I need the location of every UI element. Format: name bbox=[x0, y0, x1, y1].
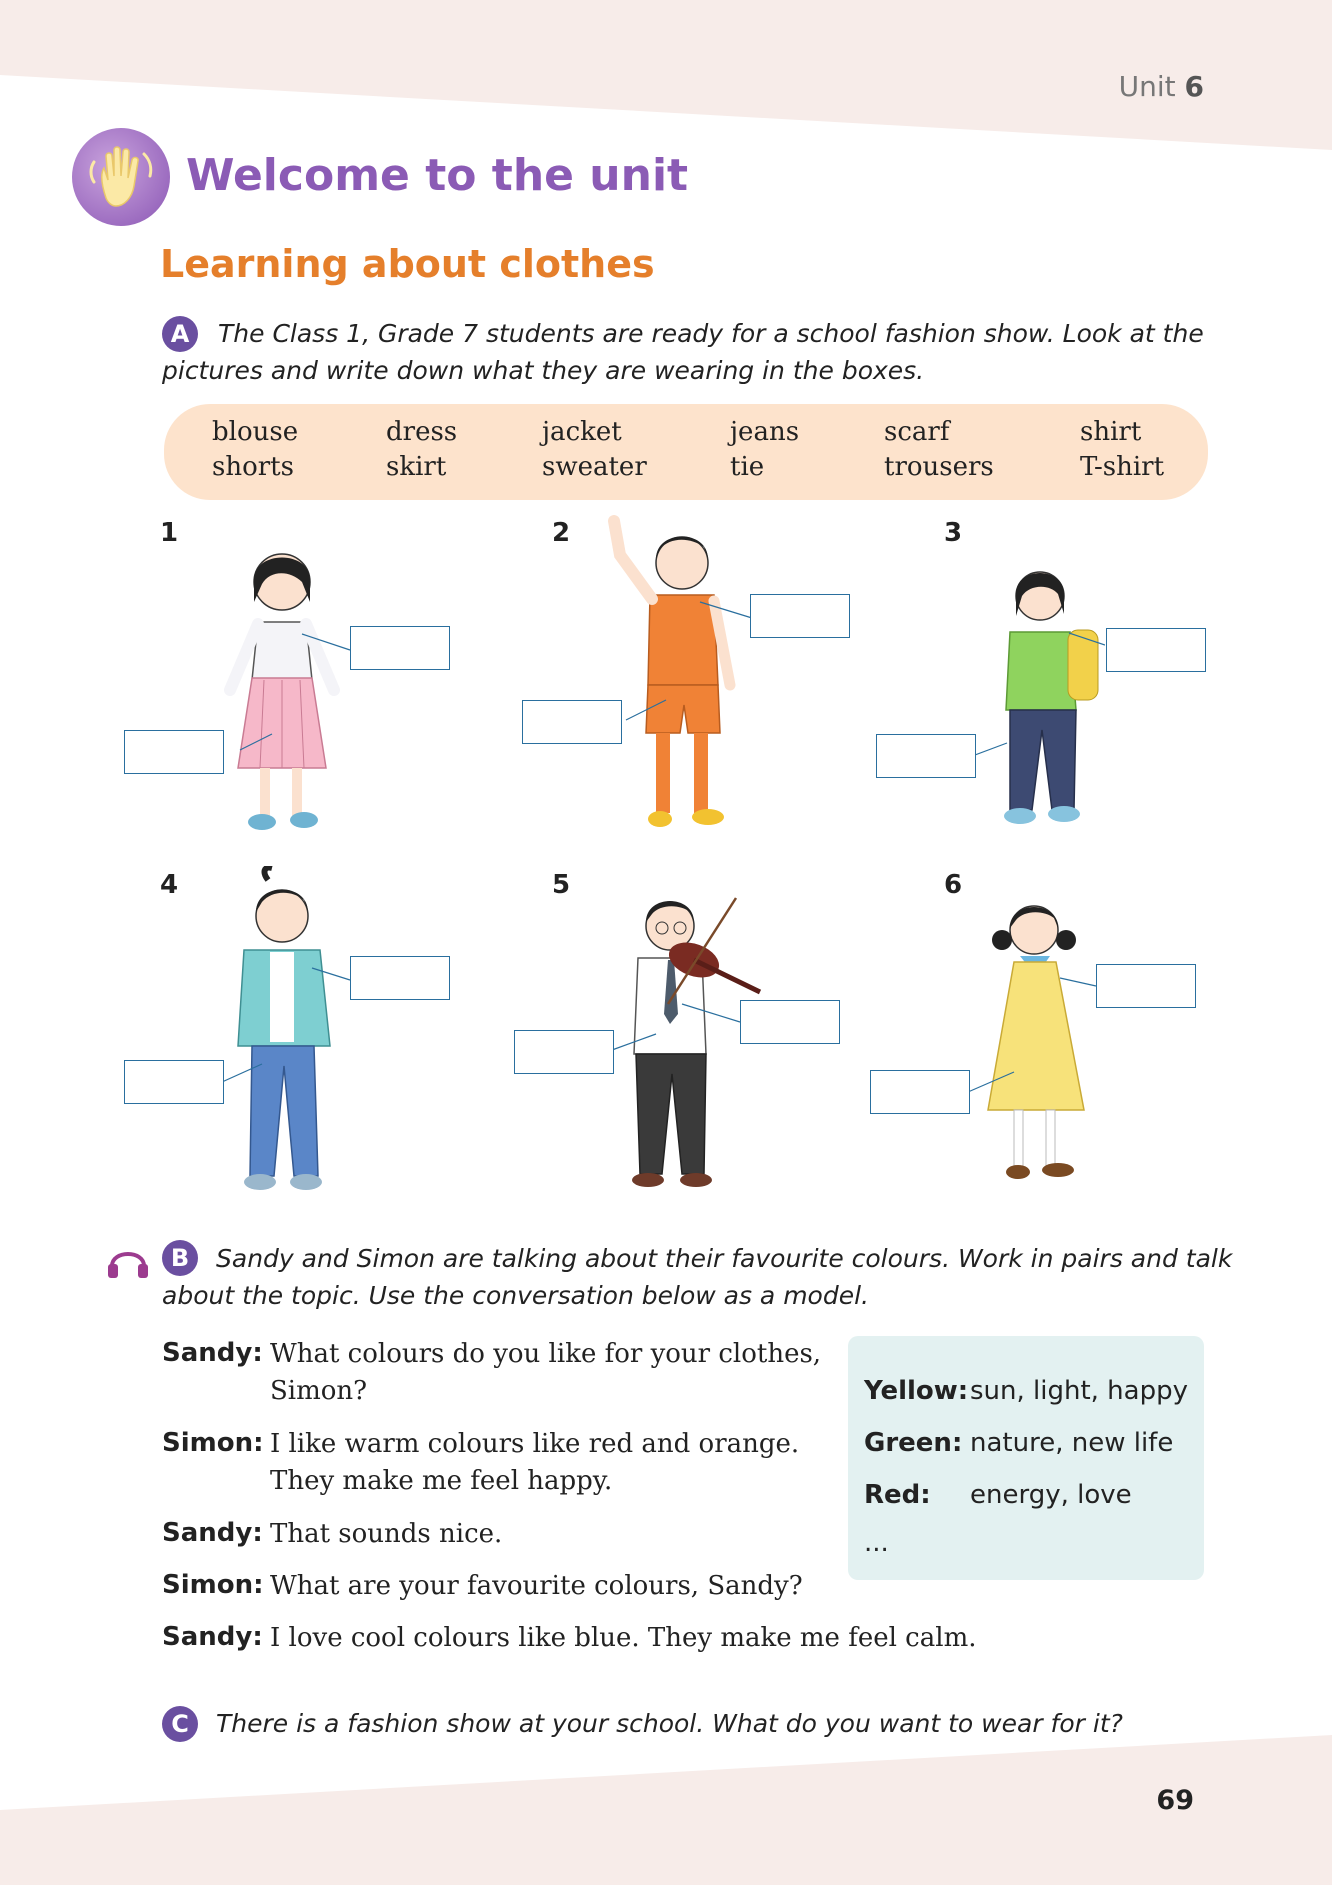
answer-box[interactable] bbox=[1106, 628, 1206, 672]
word-bank-item: shorts bbox=[212, 452, 294, 482]
speech-line bbox=[270, 1568, 830, 1605]
pointer-lines bbox=[975, 625, 1105, 765]
word-bank-item: T-shirt bbox=[1080, 452, 1165, 482]
word-bank-item: jacket bbox=[542, 417, 622, 447]
word-bank bbox=[164, 404, 1208, 500]
word-bank-item: trousers bbox=[884, 452, 994, 482]
welcome-title: Welcome to the unit bbox=[186, 150, 689, 201]
activity-a-badge: A bbox=[162, 316, 198, 352]
page-number: 69 bbox=[1156, 1785, 1194, 1816]
speech-line-part: I love cool colours like blue. They make me feel calm. bbox=[270, 1623, 977, 1653]
answer-box[interactable] bbox=[870, 1070, 970, 1114]
speech-line-part: I like warm colours like red and orange. bbox=[270, 1429, 800, 1459]
word-bank-item: scarf bbox=[884, 417, 950, 447]
unit-word: Unit bbox=[1118, 70, 1176, 103]
speaker-name: Sandy: bbox=[162, 1518, 263, 1548]
word-bank-item: skirt bbox=[386, 452, 447, 482]
word-bank-item: tie bbox=[730, 452, 765, 482]
answer-box[interactable] bbox=[350, 626, 450, 670]
colour-meaning: sun, light, happy bbox=[970, 1376, 1188, 1406]
picture-number: 3 bbox=[944, 518, 963, 548]
speech-line-part: What colours do you like for your clothes, bbox=[270, 1339, 822, 1369]
answer-box[interactable] bbox=[124, 730, 224, 774]
activity-a-instruction-line2: pictures and write down what they are wearing in the boxes. bbox=[162, 356, 925, 385]
speech-line-part: What are your favourite colours, Sandy? bbox=[270, 1571, 803, 1601]
pointer-lines bbox=[222, 610, 352, 760]
word-bank-item: blouse bbox=[212, 417, 299, 447]
colour-name: Red: bbox=[864, 1480, 931, 1510]
activity-c-badge: C bbox=[162, 1706, 198, 1742]
speech-line bbox=[270, 1426, 830, 1500]
answer-box[interactable] bbox=[876, 734, 976, 778]
speaker-name: Sandy: bbox=[162, 1338, 263, 1368]
picture-number: 1 bbox=[160, 518, 179, 548]
speech-line bbox=[270, 1620, 1030, 1657]
picture-number: 4 bbox=[160, 870, 179, 900]
word-bank-item: jeans bbox=[730, 417, 800, 447]
activity-b-instruction-line1: Sandy and Simon are talking about their favourite colours. Work in pairs and talk bbox=[216, 1244, 1233, 1273]
word-bank-item: sweater bbox=[542, 452, 647, 482]
activity-b-badge: B bbox=[162, 1240, 198, 1276]
speech-line-part: Simon? bbox=[270, 1376, 368, 1406]
pointer-lines bbox=[960, 970, 1100, 1100]
speech-line bbox=[270, 1516, 830, 1553]
waving-hand-icon bbox=[72, 128, 170, 226]
headphones-icon bbox=[106, 1240, 150, 1280]
speaker-name: Simon: bbox=[162, 1570, 264, 1600]
answer-box[interactable] bbox=[124, 1060, 224, 1104]
answer-box[interactable] bbox=[350, 956, 450, 1000]
picture-number: 5 bbox=[552, 870, 571, 900]
answer-box[interactable] bbox=[514, 1030, 614, 1074]
picture-number: 6 bbox=[944, 870, 963, 900]
colour-ellipsis: ... bbox=[864, 1528, 889, 1558]
word-bank-item: shirt bbox=[1080, 417, 1142, 447]
speaker-name: Sandy: bbox=[162, 1622, 263, 1652]
answer-box[interactable] bbox=[522, 700, 622, 744]
speaker-name: Simon: bbox=[162, 1428, 264, 1458]
section-title: Learning about clothes bbox=[160, 242, 655, 286]
activity-c-instruction: There is a fashion show at your school. What do you want to wear for it? bbox=[216, 1709, 1123, 1738]
speech-line-part: That sounds nice. bbox=[270, 1519, 503, 1549]
speech-line bbox=[270, 1336, 830, 1410]
colour-meaning: nature, new life bbox=[970, 1428, 1174, 1458]
answer-box[interactable] bbox=[1096, 964, 1196, 1008]
picture-number: 2 bbox=[552, 518, 571, 548]
pointer-lines bbox=[620, 590, 760, 730]
pointer-lines bbox=[610, 998, 750, 1058]
colour-name: Green: bbox=[864, 1428, 963, 1458]
activity-b-instruction-line2: about the topic. Use the conversation below as a model. bbox=[162, 1281, 869, 1310]
colour-associations-box bbox=[848, 1336, 1204, 1580]
activity-a-instruction-line1: The Class 1, Grade 7 students are ready for a school fashion show. Look at the bbox=[218, 319, 1204, 348]
colour-name: Yellow: bbox=[864, 1376, 969, 1406]
word-bank-item: dress bbox=[386, 417, 458, 447]
colour-meaning: energy, love bbox=[970, 1480, 1132, 1510]
unit-label bbox=[1119, 70, 1204, 103]
answer-box[interactable] bbox=[750, 594, 850, 638]
speech-line-part: They make me feel happy. bbox=[270, 1466, 613, 1496]
pointer-lines bbox=[222, 952, 352, 1092]
unit-number: 6 bbox=[1184, 70, 1204, 103]
answer-box[interactable] bbox=[740, 1000, 840, 1044]
